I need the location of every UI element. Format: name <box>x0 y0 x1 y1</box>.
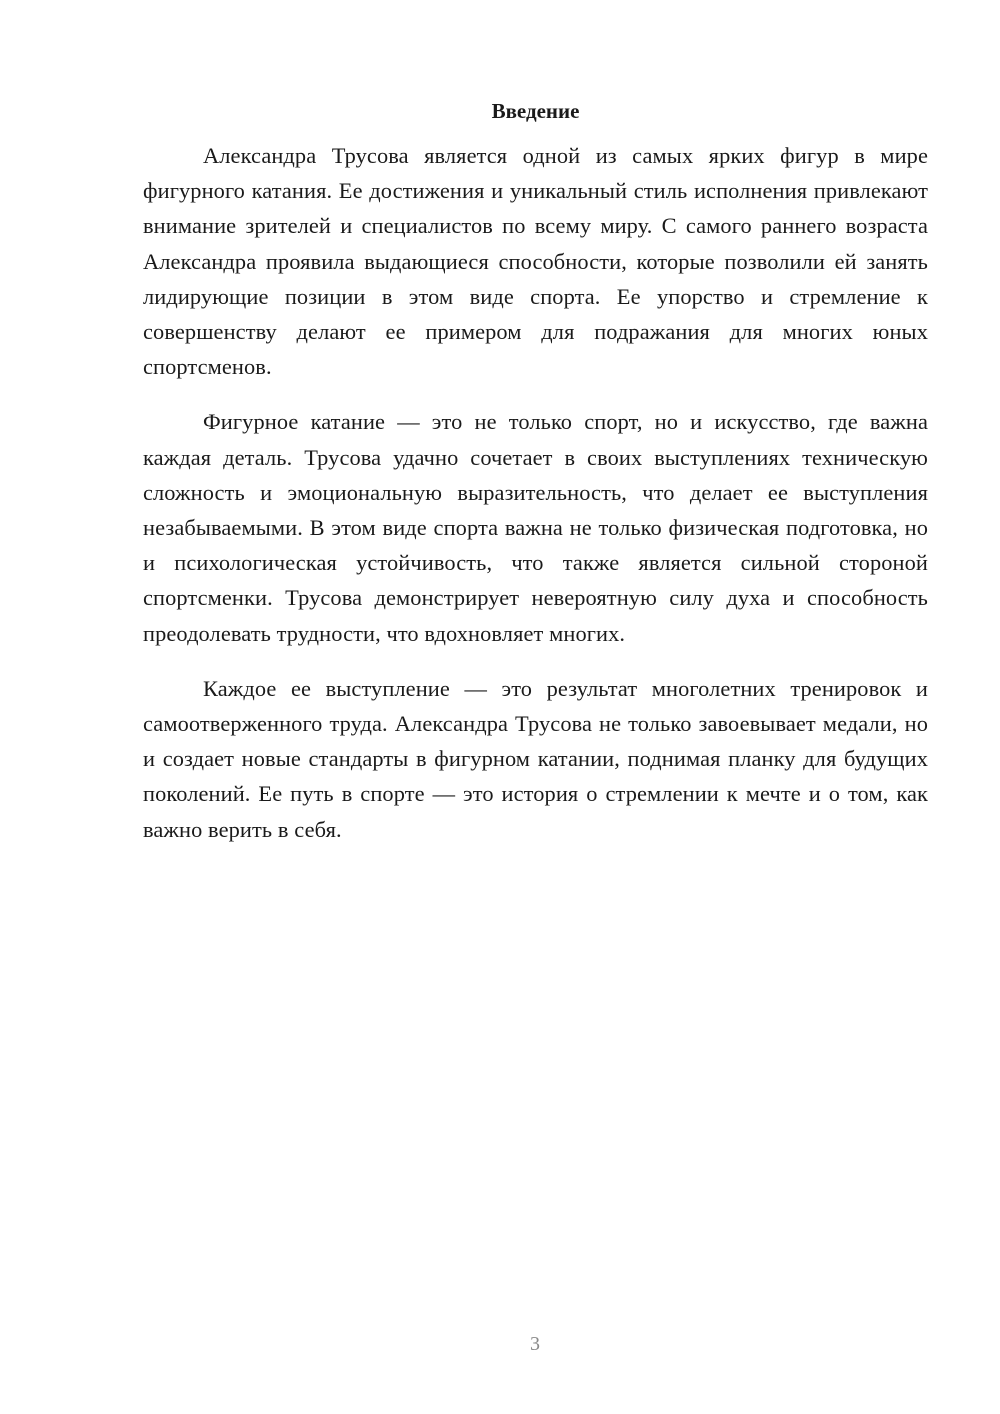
paragraph-2: Фигурное катание — это не только спорт, но и искусство, где важна каждая деталь. Трусова удачно сочетает в своих выступлениях техническую сложность и эмоциональную выразительность, что делает ее выступления незабываемыми. В этом виде спорта важна не только физическая подготовка, но и психологическая устойчивость, что также является сильной стороной спортсменки. Трусова демонстрирует невероятную силу духа и способность преодолевать трудности, что вдохновляет многих. <box>143 409 928 646</box>
page-number: 3 <box>530 1333 540 1355</box>
paragraph-3: Каждое ее выступление — это результат многолетних тренировок и самоотверженного труда. Александра Трусова не только завоевывает медали, но и создает новые стандарты в фигурном катании, поднимая планку для будущих поколений. Ее путь в спорте — это история о стремлении к мечте и о том, как важно верить в себя. <box>143 675 928 842</box>
page-content <box>143 96 928 867</box>
section-heading: Введение <box>491 99 580 123</box>
paragraph-1: Александра Трусова является одной из самых ярких фигур в мире фигурного катания. Ее достижения и уникальный стиль исполнения привлекают внимание зрителей и специалистов по всему миру. С самого раннего возраста Александра проявила выдающиеся способности, которые позволили ей занять лидирующие позиции в этом виде спорта. Ее упорство и стремление к совершенству делают ее примером для подражания для многих юных спортсменов. <box>143 143 928 380</box>
